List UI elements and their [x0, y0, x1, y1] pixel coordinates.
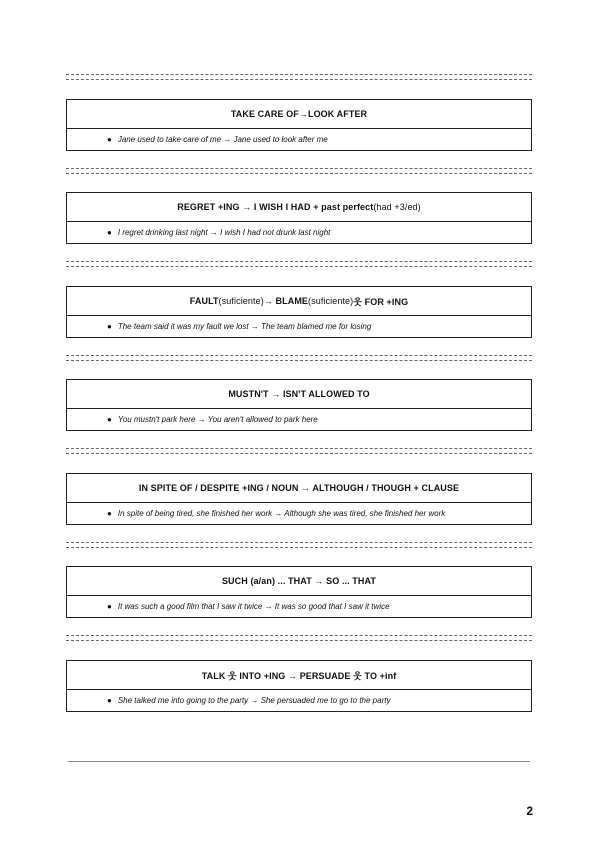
- bullet-icon: ●: [107, 509, 112, 518]
- card-title: [67, 380, 531, 409]
- grammar-card: [66, 566, 532, 618]
- card-title-part: LOOK AFTER: [307, 109, 368, 119]
- grammar-card: [66, 192, 532, 244]
- bullet-icon: ●: [107, 135, 112, 144]
- card-example: [67, 503, 531, 524]
- bullet-icon: ●: [107, 415, 112, 424]
- separator: [66, 74, 532, 80]
- grammar-card: [66, 379, 532, 431]
- card-example: [67, 596, 531, 617]
- card-title-part: SUCH (a/an) ... THAT → SO ... THAT: [221, 576, 377, 586]
- card-title-part: FAULT: [189, 296, 219, 306]
- example-sentence: She talked me into going to the party → She persuaded me to go to the party: [117, 696, 391, 705]
- card-title-part: TAKE CARE OF: [230, 109, 299, 119]
- card-example: [67, 316, 531, 337]
- card-title-part: 웃 FOR +ING: [353, 296, 409, 307]
- card-title: [67, 661, 531, 690]
- card-title-part: REGRET +ING → I WISH I HAD + past perfect: [177, 202, 374, 212]
- card-title-part: IN SPITE OF / DESPITE +ING / NOUN → ALTHOUGH / THOUGH + CLAUSE: [138, 483, 460, 493]
- card-title: [67, 193, 531, 222]
- separator: [66, 542, 532, 548]
- grammar-card: [66, 473, 532, 525]
- card-title-part: → BLAME: [263, 296, 309, 306]
- card-title-part: MUSTN'T → ISN'T ALLOWED TO: [228, 389, 370, 399]
- card-title: [67, 567, 531, 596]
- separator: [66, 168, 532, 174]
- example-sentence: The team said it was my fault we lost → The team blamed me for losing: [117, 322, 372, 331]
- bullet-icon: ●: [107, 696, 112, 705]
- card-example: [67, 409, 531, 430]
- separator: [66, 355, 532, 361]
- example-sentence: I regret drinking last night → I wish I had not drunk last night: [117, 228, 331, 237]
- card-title-part: (suficiente): [218, 296, 264, 306]
- bullet-icon: ●: [107, 602, 112, 611]
- card-title-part: →: [298, 109, 308, 119]
- separator: [66, 261, 532, 267]
- card-example: [67, 222, 531, 243]
- example-sentence: In spite of being tired, she finished her work → Although she was tired, she finished her work: [117, 509, 446, 518]
- example-sentence: You mustn't park here → You aren't allowed to park here: [117, 415, 318, 424]
- card-example: [67, 690, 531, 711]
- example-sentence: It was such a good film that I saw it twice → It was so good that I saw it twice: [117, 602, 390, 611]
- footer-divider: [68, 761, 530, 762]
- separator: [66, 635, 532, 641]
- card-example: [67, 129, 531, 150]
- card-title: [67, 287, 531, 316]
- example-sentence: Jane used to take care of me → Jane used to look after me: [117, 135, 328, 144]
- card-title-part: (suficiente): [308, 296, 354, 306]
- grammar-card: [66, 286, 532, 338]
- grammar-card: [66, 660, 532, 712]
- separator: [66, 448, 532, 454]
- card-title: [67, 474, 531, 503]
- card-title-part: (had +3/ed): [373, 202, 421, 212]
- bullet-icon: ●: [107, 322, 112, 331]
- page-number: 2: [526, 804, 533, 818]
- card-title: [67, 100, 531, 129]
- grammar-card: [66, 99, 532, 151]
- card-title-part: TALK 웃 INTO +ING → PERSUADE 웃 TO +inf: [201, 670, 397, 681]
- bullet-icon: ●: [107, 228, 112, 237]
